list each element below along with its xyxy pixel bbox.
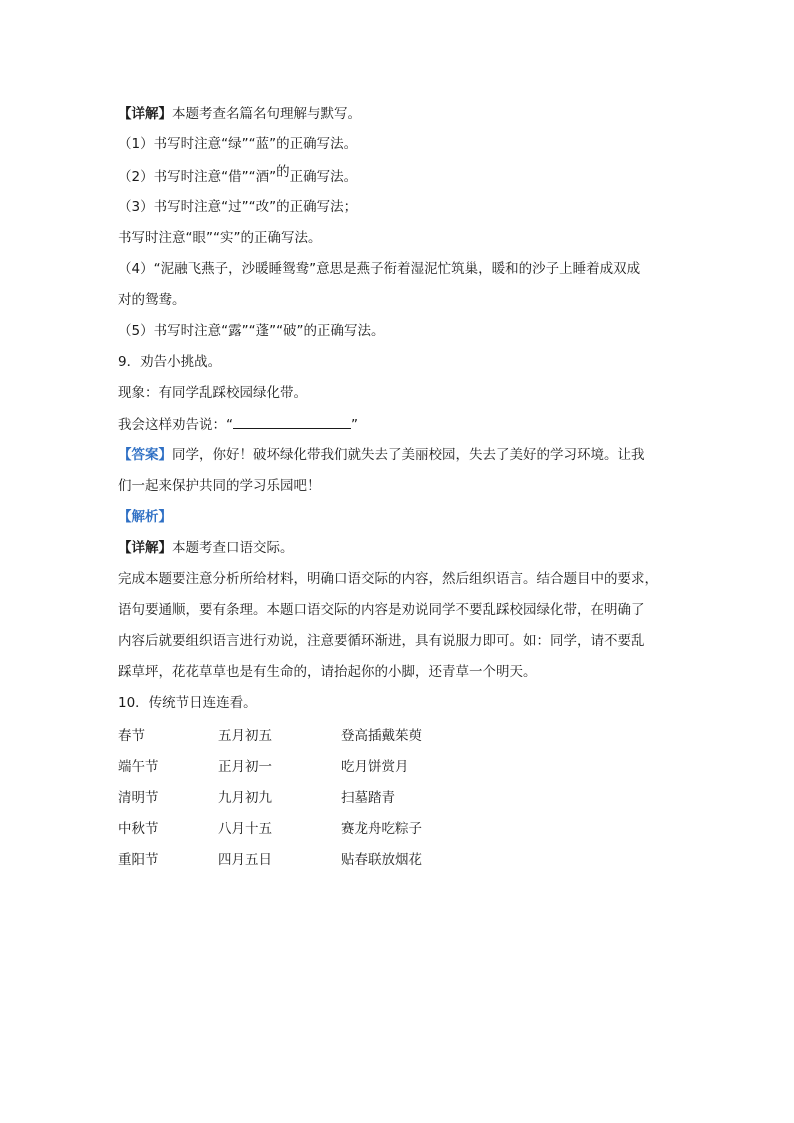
detail-heading-1 bbox=[118, 104, 361, 124]
explain-line: 内容后就要组织语言进行劝说，注意要循环渐进，具有说服力即可。如：同学，请不要乱 bbox=[118, 633, 645, 649]
explain-line: 完成本题要注意分析所给材料，明确口语交际的内容，然后组织语言。结合题目中的要求， bbox=[118, 571, 658, 587]
detail-text-2: 本题考查口语交际。 bbox=[172, 540, 294, 556]
answer-item-2-sup: 的 bbox=[276, 164, 290, 180]
custom-cell: 赛龙舟吃粽子 bbox=[341, 821, 422, 837]
question-9-answer bbox=[118, 445, 645, 465]
custom-cell: 扫墓踏青 bbox=[341, 790, 395, 806]
custom-cell: 登高插戴茱萸 bbox=[341, 728, 422, 744]
question-9-prompt bbox=[118, 414, 358, 435]
answer-item-3b: 书写时注意“眼”“实”的正确写法。 bbox=[118, 230, 322, 246]
answer-item-2-prefix: （2）书写时注意“借”“酒” bbox=[118, 169, 277, 185]
question-9-answer-line-2: 们一起来保护共同的学习乐园吧！ bbox=[118, 478, 321, 494]
answer-item-1: （1）书写时注意“绿”“蓝”的正确写法。 bbox=[118, 136, 358, 152]
analysis-tag-text: 【解析】 bbox=[118, 509, 172, 525]
festival-cell: 重阳节 bbox=[118, 852, 159, 868]
answer-item-2-suffix: 正确写法。 bbox=[289, 169, 358, 185]
detail-text: 本题考查名篇名句理解与默写。 bbox=[172, 106, 361, 122]
answer-line-1: 同学，你好！破坏绿化带我们就失去了美丽校园，失去了美好的学习环境。让我 bbox=[172, 447, 645, 463]
analysis-tag bbox=[118, 507, 172, 527]
question-9-title: 9．劝告小挑战。 bbox=[118, 354, 222, 370]
answer-item-5: （5）书写时注意“露”“蓬”“破”的正确写法。 bbox=[118, 323, 385, 339]
explain-line: 踩草坪，花花草草也是有生命的，请抬起你的小脚，还青草一个明天。 bbox=[118, 664, 537, 680]
custom-cell: 贴春联放烟花 bbox=[341, 852, 422, 868]
answer-item-2 bbox=[118, 164, 358, 187]
answer-item-4b: 对的鸳鸯。 bbox=[118, 292, 186, 308]
answer-item-4: （4）“泥融飞燕子，沙暖睡鸳鸯”意思是燕子衔着湿泥忙筑巢，暖和的沙子上睡着成双成 bbox=[118, 261, 641, 277]
answer-item-3: （3）书写时注意“过”“改”的正确写法； bbox=[118, 199, 358, 215]
date-cell: 四月五日 bbox=[218, 852, 272, 868]
detail-tag: 【详解】 bbox=[118, 106, 172, 122]
prompt-suffix: ” bbox=[351, 417, 358, 433]
festival-cell: 端午节 bbox=[118, 759, 159, 775]
festival-cell: 清明节 bbox=[118, 790, 159, 806]
answer-blank bbox=[233, 414, 351, 429]
date-cell: 九月初九 bbox=[218, 790, 272, 806]
question-10-title: 10．传统节日连连看。 bbox=[118, 695, 257, 711]
date-cell: 正月初一 bbox=[218, 759, 272, 775]
date-cell: 五月初五 bbox=[218, 728, 272, 744]
detail-tag-2: 【详解】 bbox=[118, 540, 172, 556]
detail-heading-2 bbox=[118, 538, 294, 558]
explain-line: 语句要通顺，要有条理。本题口语交际的内容是劝说同学不要乱踩校园绿化带，在明确了 bbox=[118, 602, 645, 618]
answer-tag: 【答案】 bbox=[118, 447, 172, 463]
custom-cell: 吃月饼赏月 bbox=[341, 759, 409, 775]
date-cell: 八月十五 bbox=[218, 821, 272, 837]
festival-cell: 春节 bbox=[118, 728, 145, 744]
prompt-prefix: 我会这样劝告说：“ bbox=[118, 417, 233, 433]
question-9-phenomenon: 现象：有同学乱踩校园绿化带。 bbox=[118, 385, 307, 401]
festival-cell: 中秋节 bbox=[118, 821, 159, 837]
